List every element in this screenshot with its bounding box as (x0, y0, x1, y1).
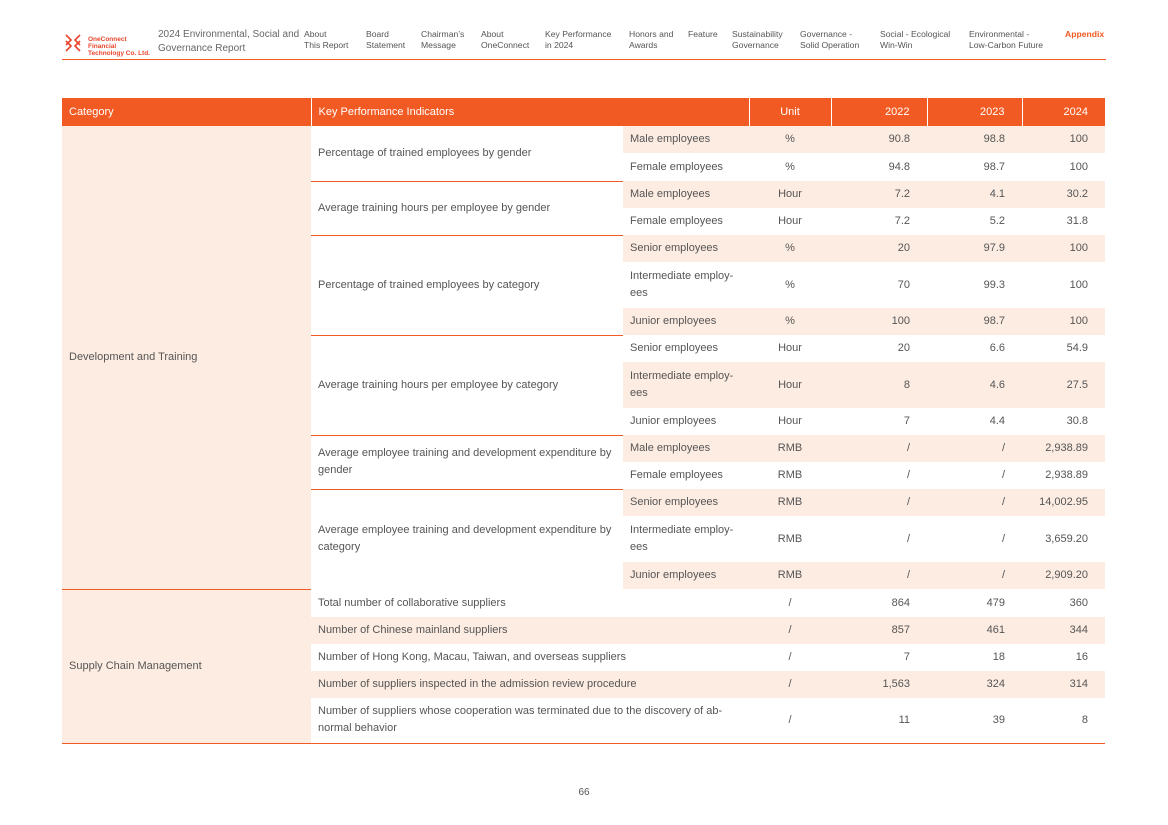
unit-cell: RMB (777, 532, 803, 545)
unit-cell: / (788, 651, 792, 663)
value-2023: 324 (927, 671, 1022, 698)
unit-cell: Hour (749, 362, 831, 408)
value-2024: 314 (1022, 671, 1105, 698)
nav-appendix[interactable]: Appendix (1065, 29, 1105, 39)
unit-cell: RMB (749, 562, 831, 589)
nav-social[interactable]: Social - Ecological Win-Win (880, 29, 951, 50)
header-category: Category (62, 98, 311, 126)
indicator-cell: Average training hours per employee by category (311, 335, 623, 435)
unit-cell: / (749, 698, 831, 743)
unit-cell: Hour (749, 181, 831, 208)
value-2024: 14,002.95 (1022, 489, 1105, 516)
unit-cell: Hour (778, 342, 802, 354)
subcategory-cell: Male employees (623, 126, 749, 153)
subcategory-cell: Junior employees (623, 562, 749, 589)
value-2023: 6.6 (989, 342, 1006, 354)
value-2023: 18 (992, 651, 1006, 663)
header-2022: 2022 (831, 98, 927, 126)
nav-honors-awards[interactable]: Honors and Awards (629, 29, 674, 50)
subcategory-cell: Senior employees (623, 235, 749, 262)
subcategory-cell: Intermediate employ- ees (623, 362, 749, 408)
logo-text: OneConnect Financial Technology Co. Ltd. (88, 36, 150, 57)
value-2023: 39 (927, 698, 1022, 743)
value-2022: 94.8 (888, 160, 911, 173)
value-2023: 461 (927, 617, 1022, 644)
value-2023: 479 (986, 596, 1006, 609)
value-2023: 98.8 (927, 126, 1022, 153)
indicator-cell: Number of Chinese mainland suppliers (311, 617, 749, 644)
value-2024: 344 (1022, 617, 1105, 644)
value-2022: 857 (831, 617, 927, 644)
value-2024: 100 (1022, 235, 1105, 262)
value-2022: 7.2 (831, 181, 927, 208)
value-2022: / (831, 435, 927, 462)
value-2024: 3,659.20 (1045, 532, 1089, 545)
value-2022: 100 (831, 308, 927, 335)
value-2023: 4.4 (989, 415, 1006, 427)
nav-sustainability-governance[interactable]: Sustainability Governance (732, 29, 783, 50)
nav-board-statement[interactable]: Board Statement (366, 29, 406, 50)
value-2024: 2,938.89 (1045, 469, 1089, 481)
subcategory-cell: Male employees (623, 435, 749, 462)
oneconnect-logo-icon (62, 32, 84, 54)
unit-cell: % (749, 126, 831, 153)
unit-cell: RMB (749, 435, 831, 462)
value-2024: 100 (1022, 126, 1105, 153)
value-2023: 98.7 (927, 308, 1022, 335)
subcategory-cell: Intermediate employ- ees (630, 524, 734, 553)
unit-cell: % (749, 308, 831, 335)
value-2022: 20 (831, 235, 927, 262)
value-2022: 70 (897, 278, 911, 291)
value-2022: / (906, 532, 911, 545)
value-2024: 100 (1069, 160, 1089, 173)
value-2024: 2,909.20 (1022, 562, 1105, 589)
header-kpi: Key Performance Indicators (311, 98, 749, 126)
value-2024: 31.8 (1066, 215, 1089, 227)
value-2023: 98.7 (983, 160, 1006, 173)
category-cell: Supply Chain Management (62, 589, 311, 743)
value-2023: 99.3 (983, 278, 1006, 291)
header-unit: Unit (749, 98, 831, 126)
value-2023: 97.9 (927, 235, 1022, 262)
unit-cell: / (749, 671, 831, 698)
indicator-cell: Total number of collaborative suppliers (318, 596, 506, 609)
indicator-cell: Number of suppliers inspected in the admission review procedure (311, 671, 749, 698)
value-2024: 30.8 (1066, 415, 1089, 427)
unit-cell: % (785, 278, 795, 291)
indicator-cell: Percentage of trained employees by category (311, 235, 623, 335)
value-2023: 5.2 (989, 215, 1006, 227)
subcategory-cell: Female employees (630, 160, 723, 173)
value-2024: 30.2 (1022, 181, 1105, 208)
indicator-cell: Average employee training and development expenditure by gender (311, 435, 623, 489)
value-2022: 11 (831, 698, 927, 743)
value-2022: / (831, 562, 927, 589)
unit-cell: RMB (777, 469, 803, 481)
indicator-cell: Number of suppliers whose cooperation was terminated due to the discovery of ab- normal behavior (311, 698, 749, 743)
subcategory-cell: Senior employees (623, 489, 749, 516)
value-2022: 7 (903, 415, 911, 427)
unit-cell: % (749, 235, 831, 262)
subcategory-cell: Female employees (630, 215, 723, 227)
value-2023: 4.1 (927, 181, 1022, 208)
nav-about-this-report[interactable]: About This Report (304, 29, 349, 50)
value-2023: / (1001, 469, 1006, 481)
table-row (62, 126, 1105, 153)
value-2023: / (1001, 532, 1006, 545)
subcategory-cell: Senior employees (630, 342, 719, 354)
subcategory-cell: Male employees (623, 181, 749, 208)
nav-governance[interactable]: Governance - Solid Operation (800, 29, 860, 50)
value-2024: 2,938.89 (1022, 435, 1105, 462)
value-2022: / (831, 489, 927, 516)
nav-about-oneconnect[interactable]: About OneConnect (481, 29, 530, 50)
unit-cell: / (749, 617, 831, 644)
subcategory-cell: Junior employees (623, 308, 749, 335)
value-2022: 864 (891, 596, 911, 609)
indicator-cell: Number of Hong Kong, Macau, Taiwan, and overseas suppliers (318, 651, 626, 663)
indicator-cell: Average training hours per employee by gender (311, 181, 623, 235)
nav-feature[interactable]: Feature (688, 29, 718, 39)
value-2024: 8 (1022, 698, 1105, 743)
unit-cell: Hour (778, 215, 802, 227)
value-2024: 16 (1075, 651, 1089, 663)
unit-cell: % (785, 160, 795, 173)
value-2023: 4.6 (927, 362, 1022, 408)
value-2023: / (927, 562, 1022, 589)
nav-key-performance[interactable]: Key Performance in 2024 (545, 29, 612, 50)
subcategory-cell: Intermediate employ- ees (630, 270, 734, 299)
page-number: 66 (578, 787, 590, 798)
value-2023: / (927, 489, 1022, 516)
indicator-cell: Average employee training and development expenditure by category (318, 524, 612, 554)
kpi-table (62, 98, 1105, 744)
value-2024: 100 (1022, 308, 1105, 335)
value-2022: 7.2 (894, 215, 911, 227)
value-2024: 54.9 (1066, 342, 1089, 354)
unit-cell: Hour (778, 415, 802, 427)
unit-cell: RMB (749, 489, 831, 516)
header-2024: 2024 (1022, 98, 1105, 126)
logo (62, 32, 152, 57)
value-2022: 7 (903, 651, 911, 663)
value-2024: 100 (1069, 278, 1089, 291)
value-2022: 90.8 (831, 126, 927, 153)
table-body (62, 126, 1105, 743)
subcategory-cell: Female employees (630, 469, 723, 481)
nav-environmental[interactable]: Environmental - Low-Carbon Future (969, 29, 1044, 50)
indicator-cell: Percentage of trained employees by gender (311, 126, 623, 181)
table-header-row (62, 98, 1105, 126)
nav-chairmans-message[interactable]: Chairman’s Message (421, 29, 465, 50)
table-row (62, 589, 1105, 617)
header-2023: 2023 (927, 98, 1022, 126)
value-2022: 8 (831, 362, 927, 408)
subcategory-cell: Junior employees (630, 415, 717, 427)
value-2024: 27.5 (1022, 362, 1105, 408)
value-2022: / (906, 469, 911, 481)
page-header (62, 28, 1106, 60)
value-2024: 360 (1069, 596, 1089, 609)
value-2022: 1,563 (831, 671, 927, 698)
report-title: 2024 Environmental, Social and Governance Report (158, 29, 300, 54)
value-2022: 20 (897, 342, 911, 354)
unit-cell: / (788, 596, 792, 609)
value-2023: / (927, 435, 1022, 462)
category-cell: Development and Training (62, 126, 311, 589)
